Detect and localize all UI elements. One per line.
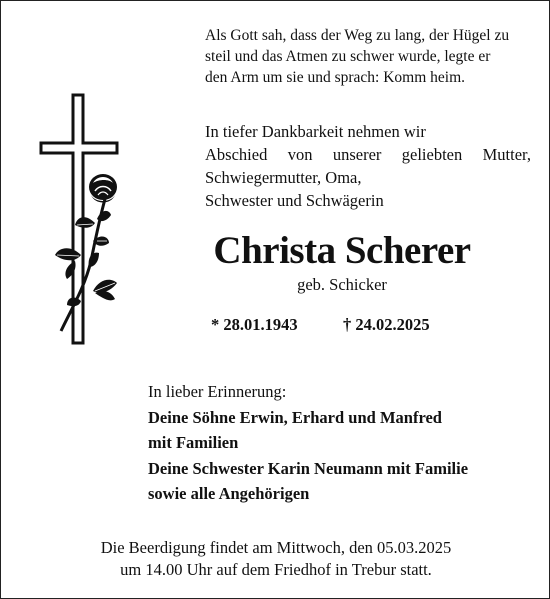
mourner-line: Deine Schwester Karin Neumann mit Familie [148, 458, 469, 478]
mourner-line: mit Familien [148, 433, 239, 452]
intro-line: Abschied von unserer geliebten Mutter, [205, 145, 531, 164]
intro-text [205, 120, 531, 212]
funeral-notice [41, 537, 511, 581]
birth-date: * 28.01.1943 [211, 315, 298, 334]
deceased-name: Christa Scherer [213, 229, 471, 272]
intro-line: Schwiegermutter, Oma, [205, 168, 362, 187]
quote-text [205, 25, 535, 88]
quote-line: steil und das Atmen zu schwer wurde, legte er [205, 48, 491, 65]
quote-line: den Arm um sie und sprach: Komm heim. [205, 69, 466, 86]
mourner-line: sowie alle Angehörigen [148, 484, 310, 503]
mourners-heading: In lieber Erinnerung: [148, 382, 287, 401]
rose-bloom [89, 174, 117, 203]
funeral-line: um 14.00 Uhr auf dem Friedhof in Trebur statt. [120, 560, 432, 579]
birth-name: geb. Schicker [297, 275, 387, 294]
rose-leaves [55, 211, 117, 306]
intro-line: In tiefer Dankbarkeit nehmen wir [205, 122, 426, 141]
mourner-line: Deine Söhne Erwin, Erhard und Manfred [148, 407, 442, 427]
intro-line: Schwester und Schwägerin [205, 191, 384, 210]
death-date: † 24.02.2025 [343, 315, 430, 334]
mourners-block [148, 379, 528, 507]
quote-line: Als Gott sah, dass der Weg zu lang, der Hügel zu [205, 27, 510, 44]
cross-with-rose-icon [37, 91, 129, 351]
funeral-line: Die Beerdigung findet am Mittwoch, den 05.03.2025 [100, 538, 452, 557]
